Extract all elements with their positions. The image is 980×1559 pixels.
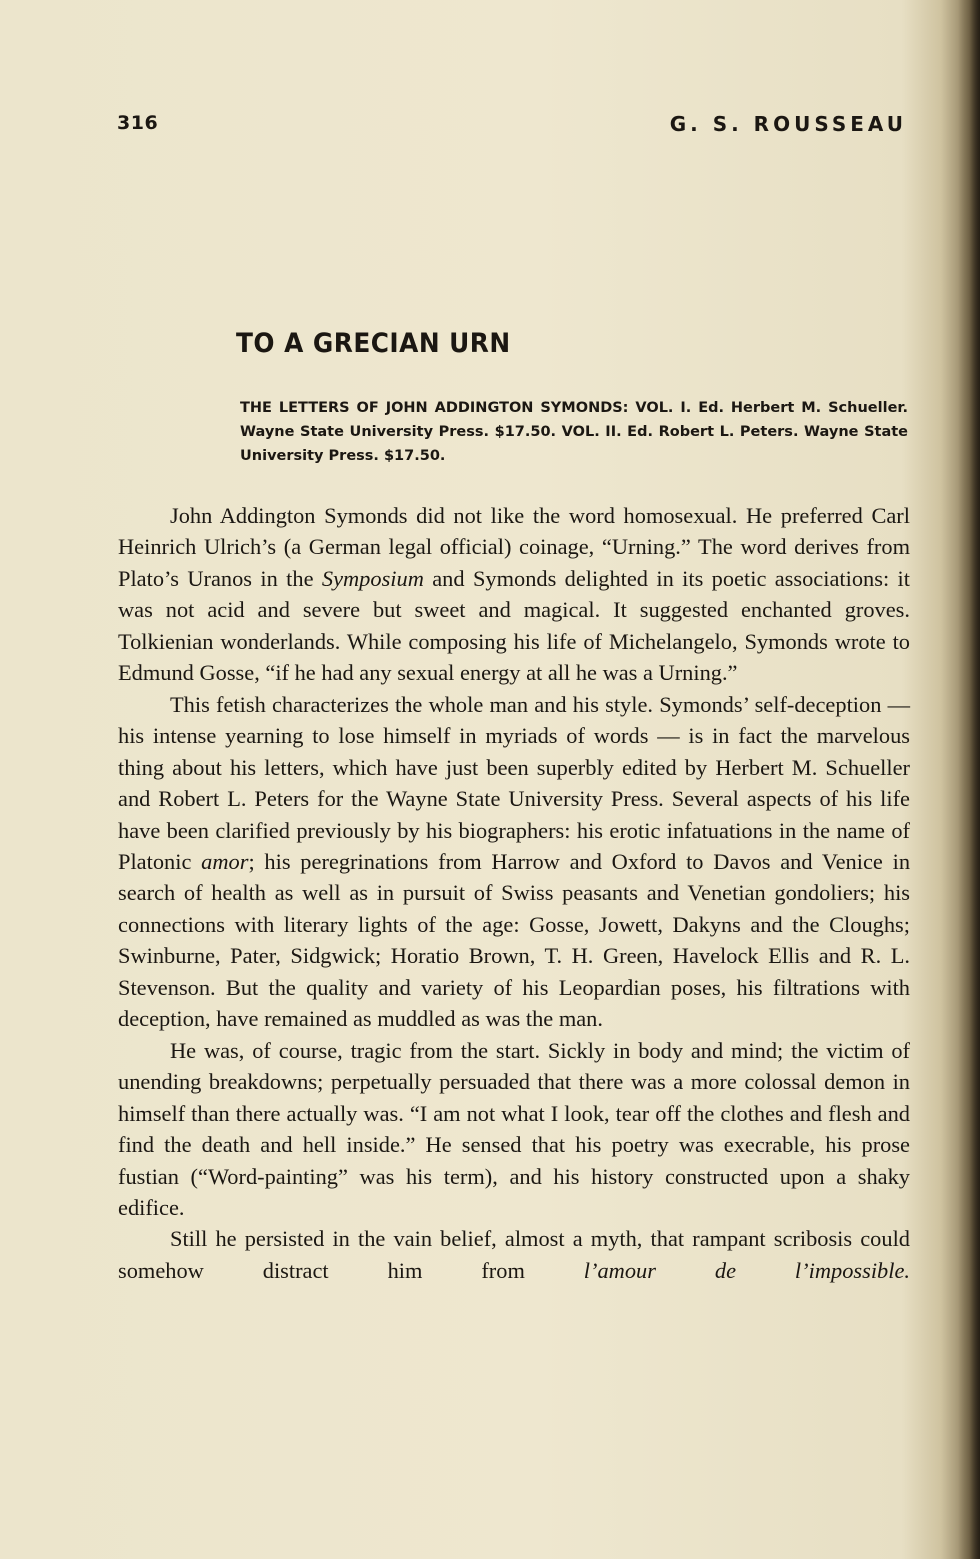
paragraph-3 — [118, 1035, 910, 1224]
article-title: TO A GRECIAN URN — [236, 328, 511, 359]
paragraph-2-italic-1: amor — [201, 848, 249, 874]
running-head-author: G. S. ROUSSEAU — [669, 112, 907, 136]
book-citation: THE LETTERS OF JOHN ADDINGTON SYMONDS: VOL. I. Ed. Herbert M. Schueller. Wayne State University Press. $17.50. VOL. II. Ed. Robert L. Peters. Wayne State University Press. $17.50. — [240, 400, 908, 464]
paragraph-1-text-1: John Addington Symonds did not like the word homosexual. He preferred Carl Heinrich Ulrich’s (a German legal official) coinage, “Urning.” The word derives from Plato’s Uranos in the — [118, 503, 910, 591]
paragraph-2 — [118, 689, 910, 1035]
paragraph-3-text-1: He was, of course, tragic from the start. Sickly in body and mind; the victim of unending breakdowns; perpetually persuaded that there was a more colossal demon in himself than there actually was. “I am not what I look, tear off the clothes and flesh and find the death and hell inside.” He sensed that his poetry was execrable, his prose fustian (“Word-painting” was his term), and his history constructed upon a shaky edifice. — [118, 1037, 910, 1220]
paragraph-1-italic-1: Symposium — [321, 565, 424, 591]
page-header — [117, 112, 907, 142]
paragraph-1-text-2: and Symonds delighted in its poetic associations: it was not acid and severe but sweet and magical. It suggested enchanted groves. Tolkienian wonderlands. While composing his life of Michelangelo, Symonds wrote to Edmund Gosse, “if he had any sexual energy at all he was a Urning.” — [118, 565, 910, 686]
article-body — [118, 500, 910, 1286]
paragraph-2-text-1: This fetish characterizes the whole man and his style. Symonds’ self-deception — his intense yearning to lose himself in myriads of words — is in fact the marvelous thing about his letters, which have just been superbly edited by Herbert M. Schueller and Robert L. Peters for the Wayne State University Press. Several aspects of his life have been clarified previously by his biographers: his erotic infatuations in the name of Platonic — [118, 691, 910, 874]
book-spine-shadow — [958, 0, 980, 1559]
paragraph-4-text-1: Still he persisted in the vain belief, almost a myth, that rampant scribosis could somehow distract him from — [118, 1226, 910, 1283]
paragraph-4 — [118, 1223, 910, 1286]
paragraph-1 — [118, 500, 910, 689]
paragraph-2-text-2: ; his peregrinations from Harrow and Oxford to Davos and Venice in search of health as well as in pursuit of Swiss peasants and Venetian gondoliers; his connections with literary lights of the age: Gosse, Jowett, Dakyns and the Cloughs; Swinburne, Pater, Sidgwick; Horatio Brown, T. H. Green, Havelock Ellis and R. L. Stevenson. But the quality and variety of his Leopardian poses, his filtrations with deception, have remained as muddled as was the man. — [118, 848, 911, 1032]
paragraph-4-italic-1: l’amour de l’impossible. — [583, 1257, 910, 1283]
page-number: 316 — [117, 112, 159, 134]
